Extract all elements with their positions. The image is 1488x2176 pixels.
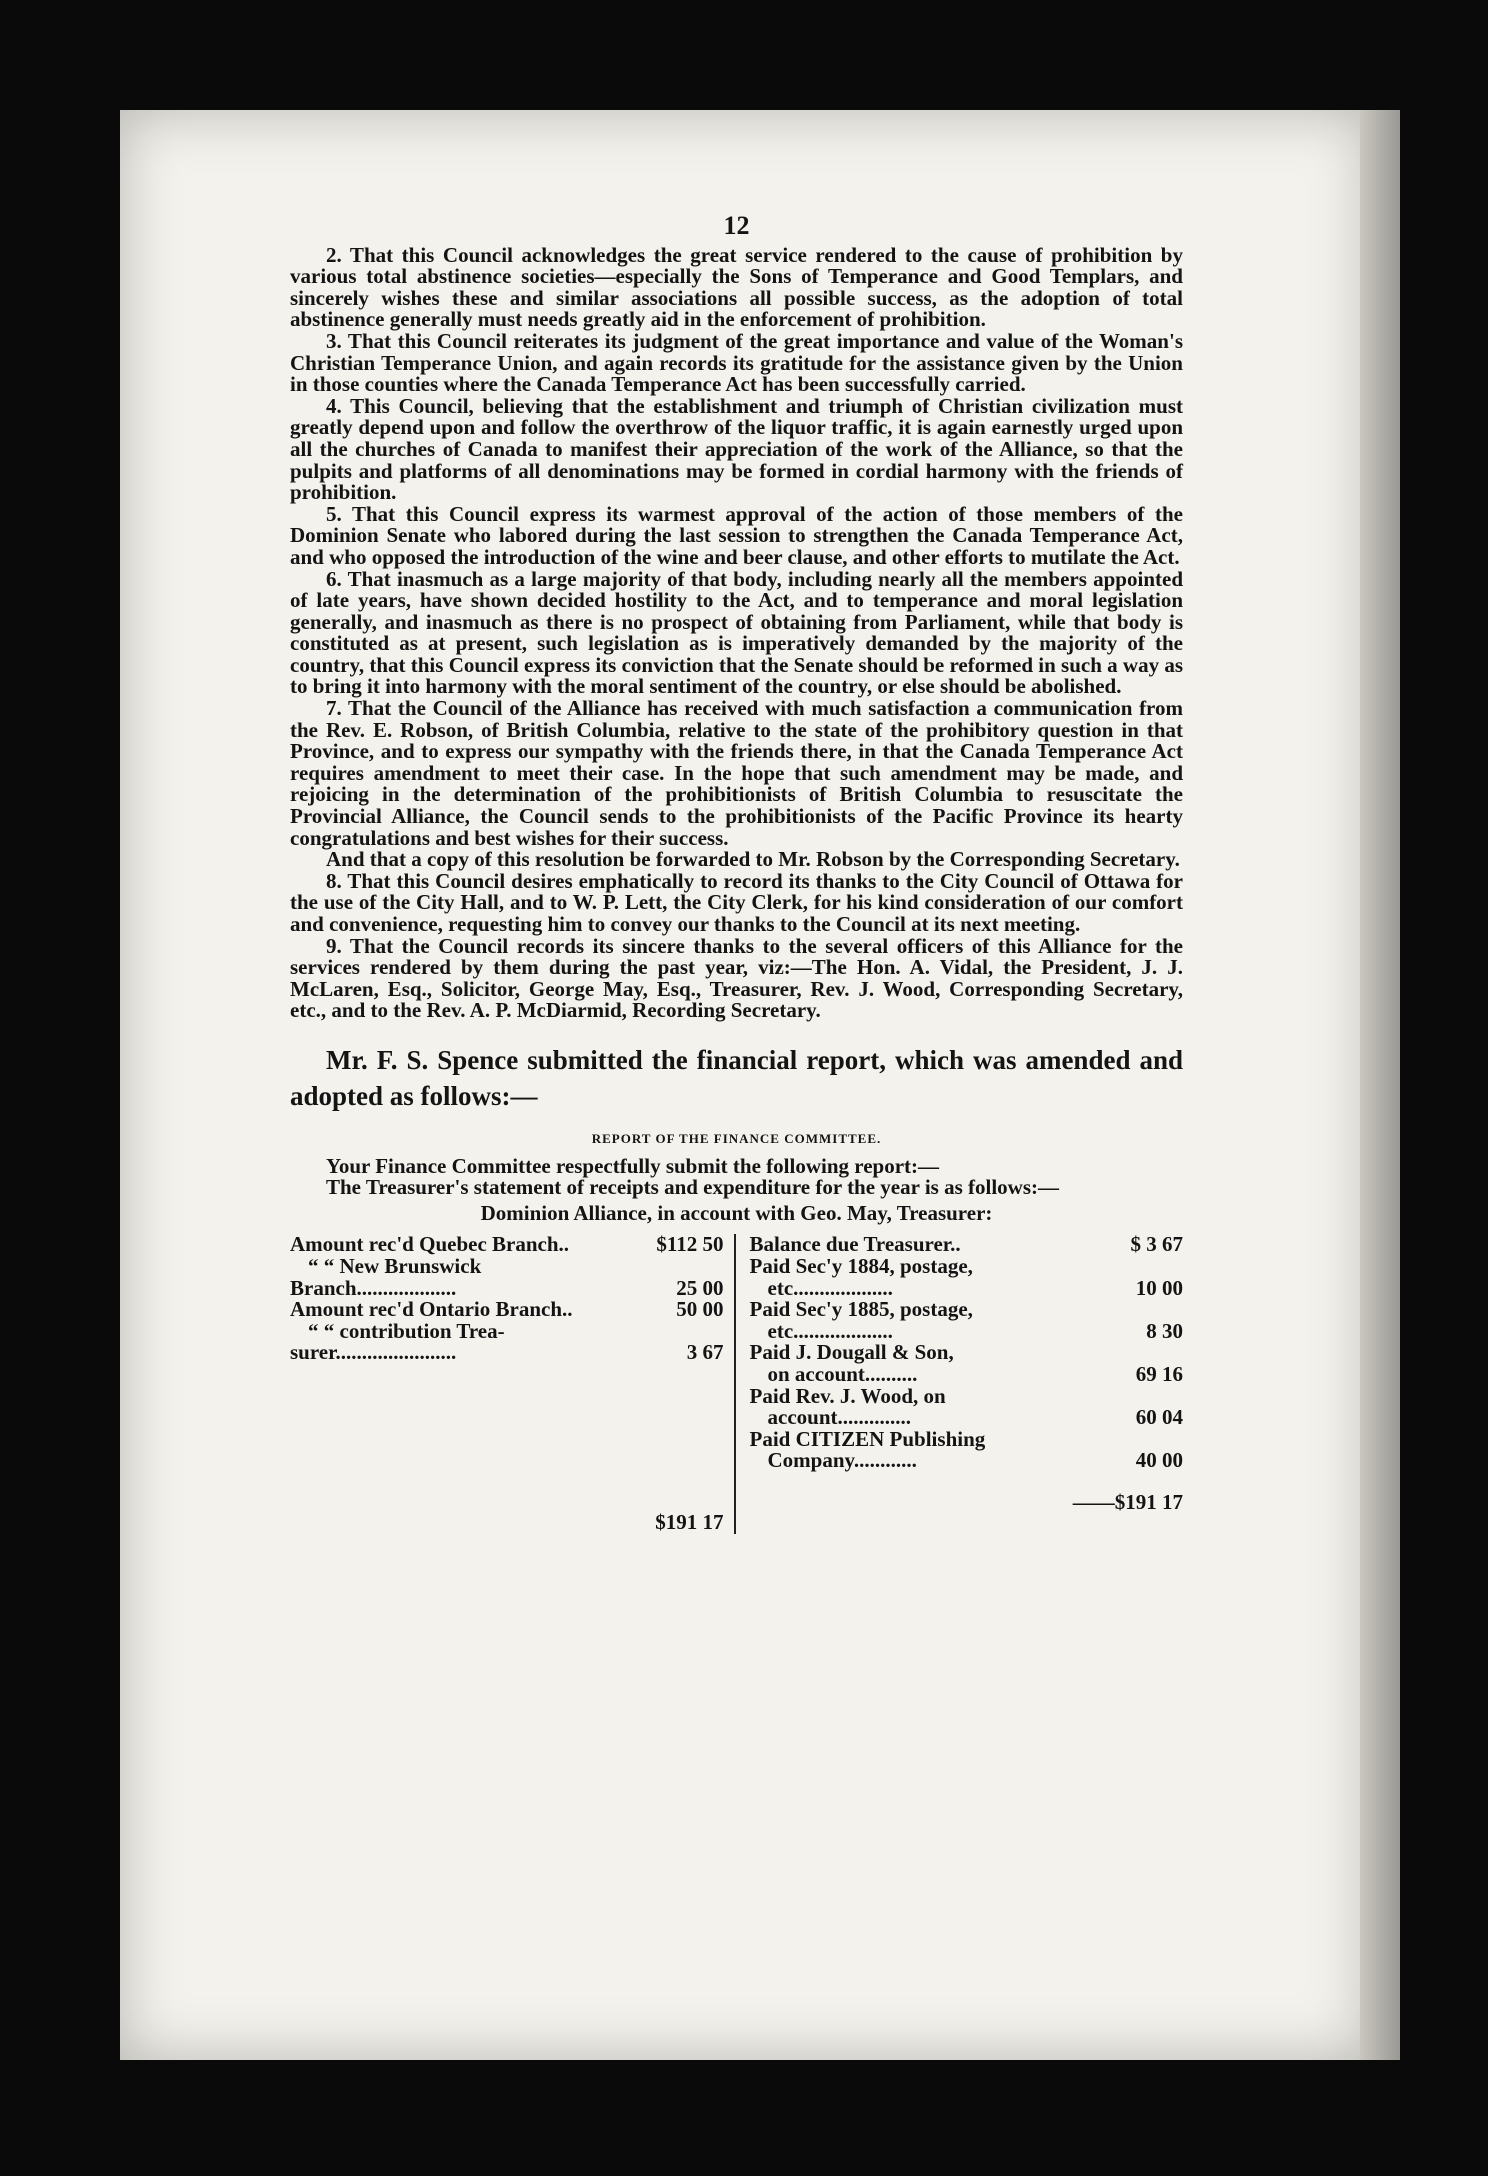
account-statement [290,1234,1183,1533]
receipt-row: Branch................... 25 00 [290,1275,724,1300]
resolution-7-addendum: And that a copy of this resolution be forwarded to Mr. Robson by the Corresponding Secretary. [326,847,1180,872]
receipt-row: Amount rec'd Ontario Branch.. 50 00 [290,1297,724,1322]
resolution-5: 5. That this Council express its warmest approval of the action of those members of the Dominion Senate who labored during the last session to strengthen the Canada Temperance Act, and who opposed the introduction of the wine and beer clause, and other efforts to mutilate the Act. [290,501,1183,569]
receipts-column [290,1234,736,1533]
expenditure-row: Company............ 40 00 [767,1448,1183,1473]
resolution-8: 8. That this Council desires emphatically to record its thanks to the City Council of Ottawa for the use of the City Hall, and to W. P. Lett, the City Clerk, for his kind consideration of our comfort and convenience, requesting him to convey our thanks to the Council at its next meeting. [290,868,1183,936]
report-intro-1: Your Finance Committee respectfully submit the following report:— [326,1153,940,1178]
receipt-row: Amount rec'd Quebec Branch.. $112 50 [290,1232,724,1257]
expenditure-row: Balance due Treasurer.. $ 3 67 [749,1232,1183,1257]
resolution-9: 9. That the Council records its sincere thanks to the several officers of this Alliance for the services rendered by them during the past year, viz:—The Hon. A. Vidal, the President, J. J. McLaren, Esq., Solicitor, George May, Esq., Treasurer, Rev. J. Wood, Corresponding Secretary, etc., and to the Rev. A. P. McDiarmid, Recording Secretary. [290,933,1183,1023]
report-heading: REPORT OF THE FINANCE COMMITTEE. [591,1130,882,1146]
expenditure-row: etc................... 10 00 [767,1275,1183,1300]
expenditure-row: Paid CITIZEN Publishing [749,1426,986,1451]
expenditures-total-row [750,1489,1184,1514]
expenditure-row: etc................... 8 30 [767,1318,1183,1343]
resolution-6: 6. That inasmuch as a large majority of that body, including nearly all the members appointed of late years, have shown decided hostility to the Act, and to temperance and moral legislation generally, and inasmuch as there is no prospect of obtaining from Parliament, while that body is constituted as at present, such legislation as is imperatively demanded by the majority of the country, that this Council express its conviction that the Senate should be reformed in such a way as to bring it into harmony with the moral sentiment of the country, or else should be abolished. [290,566,1183,699]
receipt-row: “ “ New Brunswick [308,1253,482,1278]
expenditure-row: Paid J. Dougall & Son, [749,1340,954,1365]
expenditure-row: account.............. 60 04 [767,1405,1183,1430]
resolution-3: 3. That this Council reiterates its judgment of the great importance and value of the Woman's Christian Temperance Union, and again records its gratitude for the assistance given by the Union in those counties where the Canada Temperance Act has been successfully carried. [290,328,1183,397]
account-heading: Dominion Alliance, in account with Geo. May, Treasurer: [480,1200,993,1225]
expenditures-total: ——$191 17 [1072,1489,1183,1514]
receipts-total-row [290,1509,724,1534]
expenditure-row: Paid Sec'y 1885, postage, [749,1297,973,1322]
report-intro-2: The Treasurer's statement of receipts and expenditure for the year is as follows:— [326,1175,1059,1200]
receipt-row: “ “ contribution Trea- [308,1318,505,1343]
expenditure-row: on account.......... 69 16 [767,1361,1183,1386]
page-edge [1360,110,1400,2060]
resolution-7: 7. That the Council of the Alliance has received with much satisfaction a communication from the Rev. E. Robson, of British Columbia, relative to the state of the prohibitory question in that Province, and to express our sympathy with the friends there, in that the Canada Temperance Act requires amendment to meet their case. In the hope that such amendment may be made, and rejoicing in the determination of the prohibitionists of British Columbia to resuscitate the Provincial Alliance, the Council sends to the prohibitionists of the Pacific Province its hearty congratulations and best wishes for their success. [290,696,1183,850]
resolution-2: 2. That this Council acknowledges the great service rendered to the cause of prohibition by various total abstinence societies—especially the Sons of Temperance and Good Templars, and sincerely wishes these and similar associations all possible success, as the adoption of total abstinence generally must needs greatly aid in the enforcement of prohibition. [290,242,1183,332]
receipts-total: $191 17 [655,1509,724,1534]
page-number: 12 [723,211,750,240]
expenditure-row: Paid Rev. J. Wood, on [749,1383,946,1408]
receipt-row: surer....................... 3 67 [290,1340,724,1365]
financial-report-lead: Mr. F. S. Spence submitted the financial report, which was amended and adopted as follows:— [290,1044,1183,1111]
expenditure-row: Paid Sec'y 1884, postage, [749,1253,973,1278]
page-content [290,211,1183,1534]
resolution-4: 4. This Council, believing that the establishment and triumph of Christian civilization must greatly depend upon and follow the overthrow of the liquor traffic, it is again earnestly urged upon all the churches of Canada to manifest their appreciation of the work of the Alliance, so that the pulpits and platforms of all denominations may be formed in cordial harmony with the friends of prohibition. [290,393,1183,505]
expenditures-column [736,1234,1184,1533]
